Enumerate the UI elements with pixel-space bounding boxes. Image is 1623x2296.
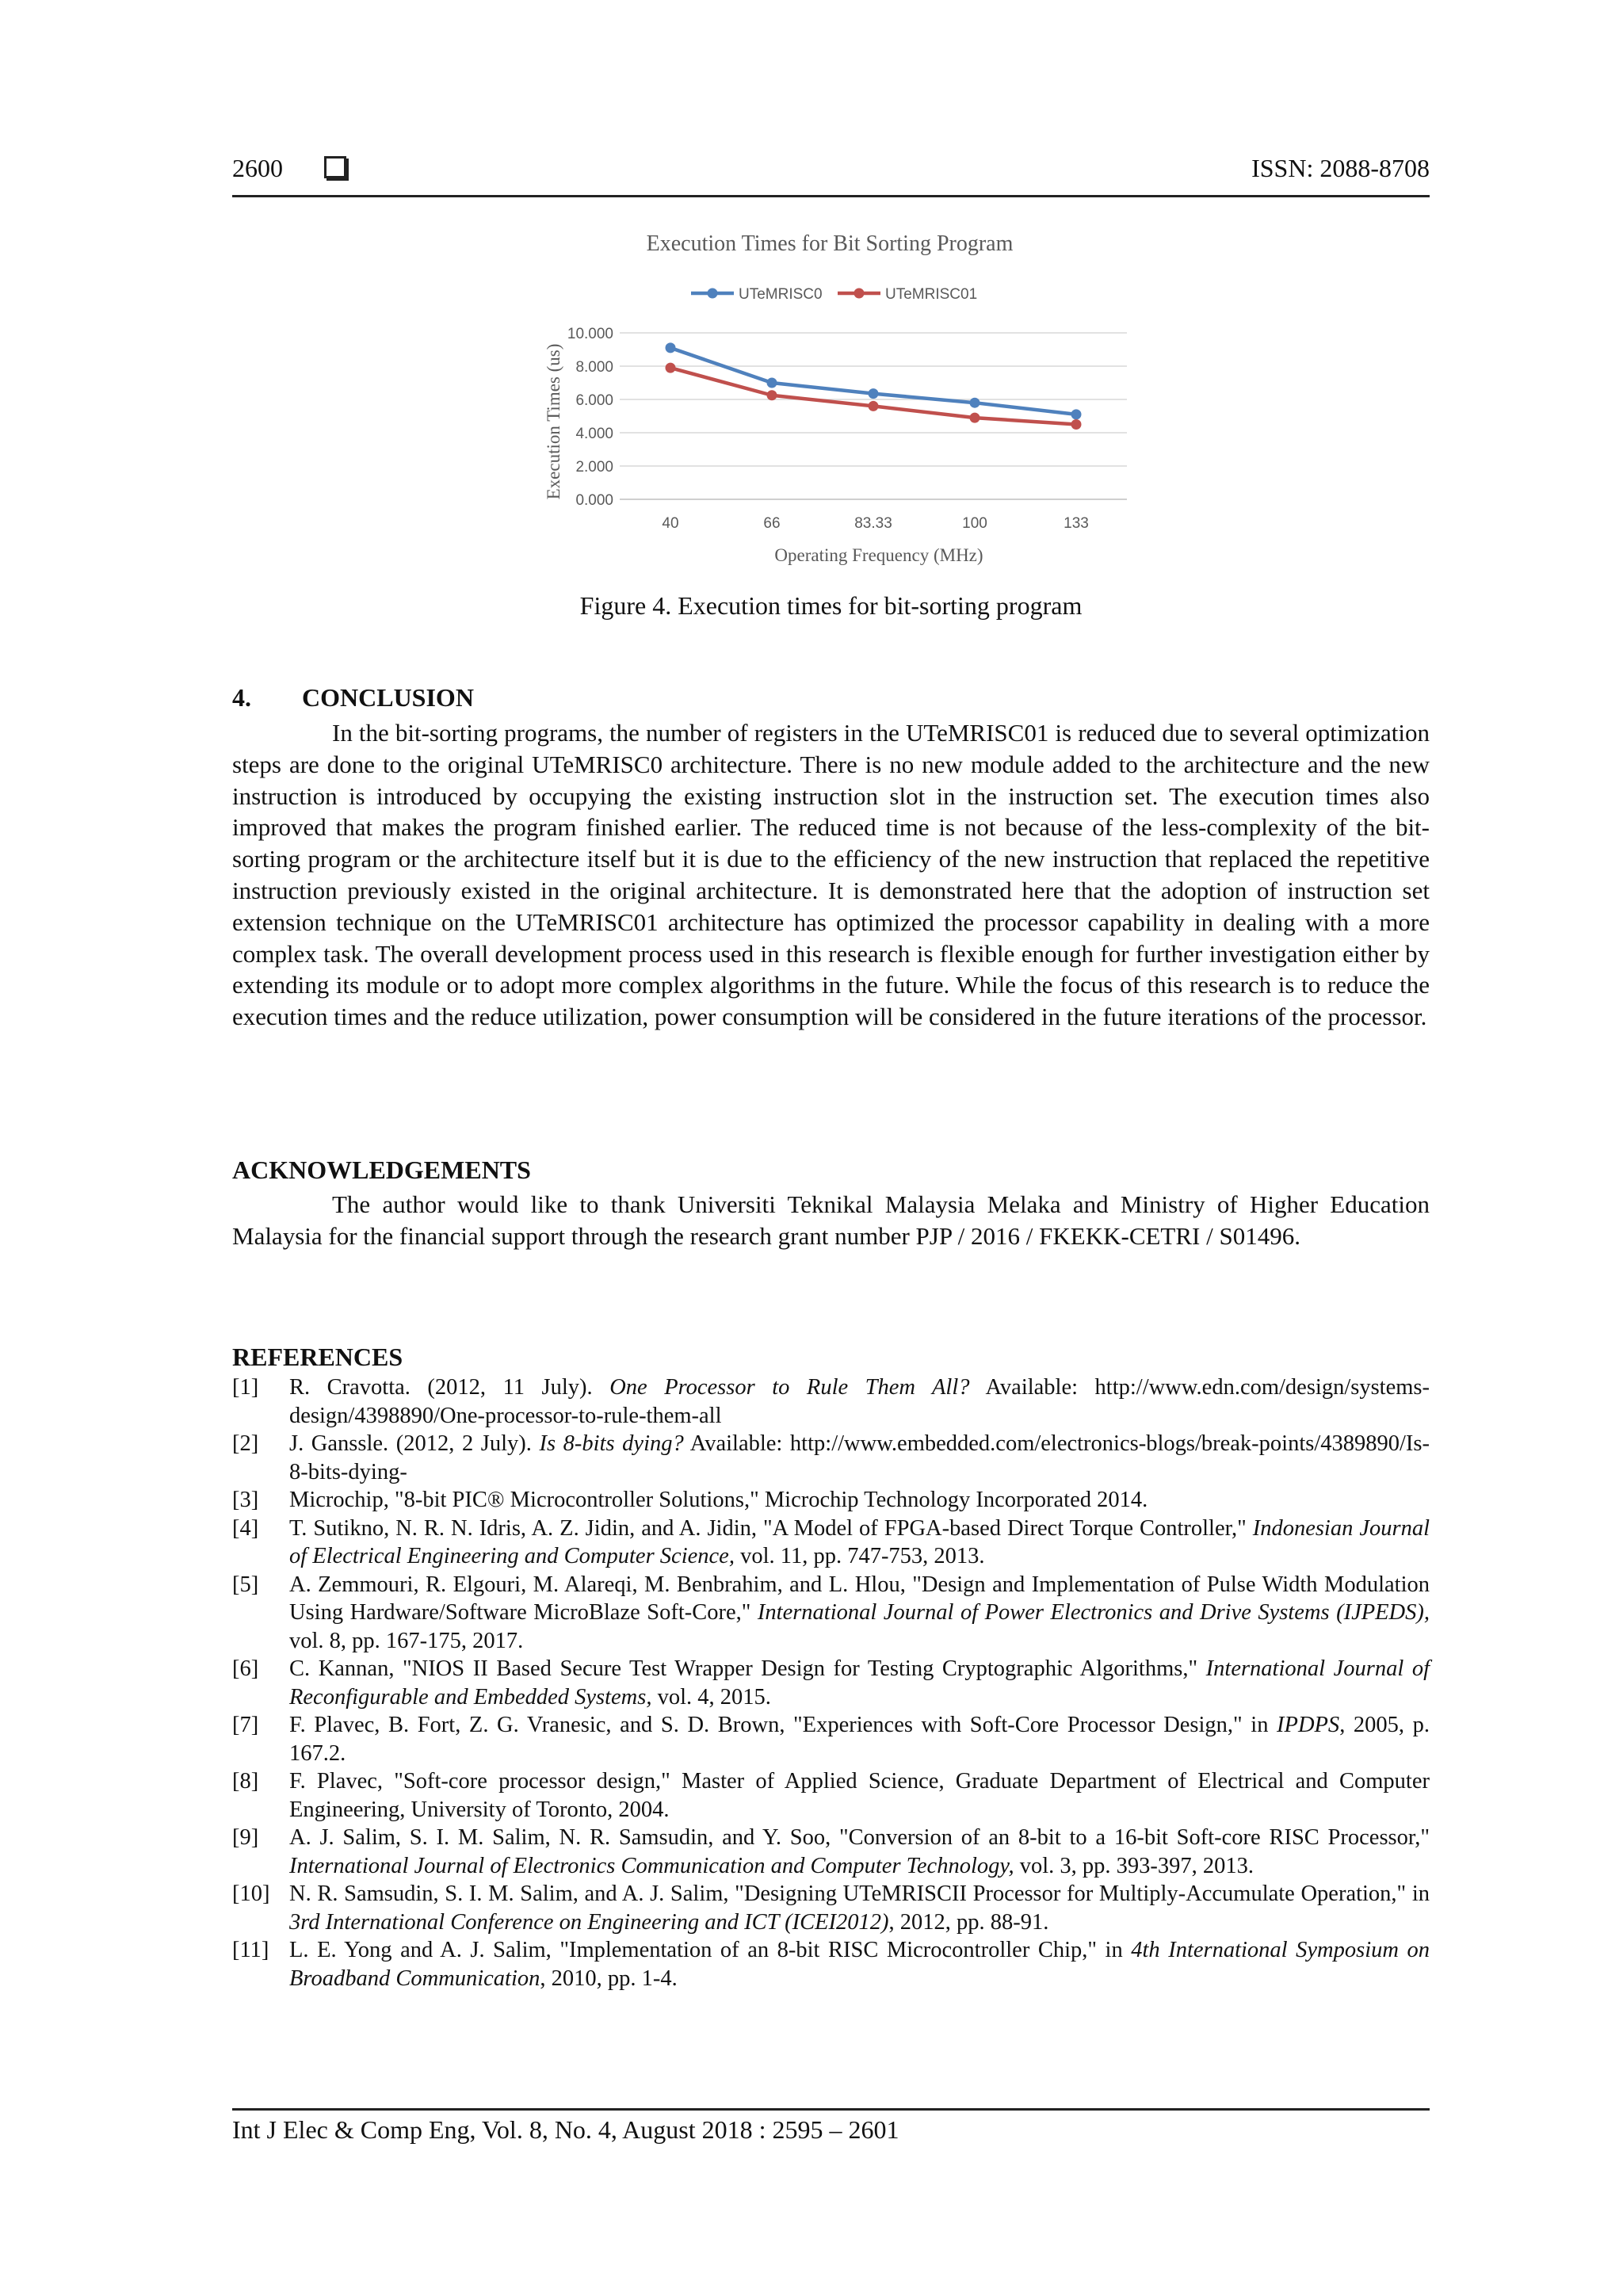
reference-text: A. J. Salim, S. I. M. Salim, N. R. Samsudin, and Y. Soo, "Conversion of an 8-bit to a 16-bit Soft-core RISC Processor," [289,1825,1430,1850]
reference-details: Available: http://www.embedded.com/electronics-blogs/break-points/4389890/Is-8-bits-dying- [289,1431,1430,1484]
legend-marker [854,288,865,299]
reference-details: , 2012, pp. 88-91. [888,1909,1049,1935]
y-tick-label: 2.000 [575,459,613,476]
data-point [1071,409,1082,419]
journal-citation: Int J Elec & Comp Eng, Vol. 8, No. 4, August 2018 : 2595 – 2601 [232,2115,899,2144]
reference-number: [1] [232,1375,259,1400]
reference-source: Indonesian Journal of Electrical Engineering and Computer Science, [289,1515,1430,1568]
reference-text: R. Cravotta. (2012, 11 July). [289,1375,610,1400]
x-axis-ticks [662,515,1088,532]
reference-item [232,1486,1430,1515]
legend-label: UTeMRISC01 [885,286,978,303]
reference-item [232,1515,1430,1571]
reference-source: IPDPS [1277,1713,1340,1737]
x-tick-label: 83.33 [854,515,892,532]
x-tick-label: 133 [1064,515,1089,532]
data-point [970,413,980,423]
y-tick-label: 4.000 [575,426,613,442]
data-point [970,398,980,408]
x-tick-label: 66 [763,515,781,532]
reference-details: Available: http://www.edn.com/design/systems-design/4398890/One-processor-to-rule-them-all [289,1375,1430,1428]
reference-text: F. Plavec, B. Fort, Z. G. Vranesic, and S. D. Brown, "Experiences with Soft-Core Processor Design," in [289,1713,1277,1737]
data-point [666,342,676,353]
reference-number: [10] [232,1881,270,1906]
reference-item [232,1373,1430,1430]
conclusion-paragraph: In the bit-sorting programs, the number of registers in the UTeMRISC01 is reduced due to several optimization steps are done to the original UTeMRISC0 architecture. There is no new module added to the architecture and the new instruction is introduced by occupying the existing instruction slot in the instruction set. The execution times also improved that makes the program finished earlier. The reduced time is not because of the less-complexity of the bit-sorting program or the architecture itself but it is due to the efficiency of the new instruction that replaced the repetitive instruction previously existed in the original architecture. It is demonstrated here that the adoption of instruction set extension technique on the UTeMRISC01 architecture has optimized the processor capability in dealing with a more complex task. The overall development process used in this research is flexible enough for further investigation either by extending its module or to adopt more complex algorithms in the future. While the focus of this research is to reduce the execution times and the reduce utilization, power consumption will be considered in the future iterations of the processor. [232,719,1430,1031]
reference-details: , 2010, pp. 1-4. [540,1966,678,1991]
reference-number: [11] [232,1938,269,1962]
reference-details: vol. 11, pp. 747-753, 2013. [734,1544,985,1568]
x-axis-label: Operating Frequency (MHz) [774,545,983,565]
page-footer [232,2108,1430,2145]
figure-caption: Figure 4. Execution times for bit-sorting program [579,591,1083,620]
reference-text: Microchip, "8-bit PIC® Microcontroller Solutions," Microchip Technology Incorporated 2014. [289,1488,1148,1512]
acknowledgements-paragraph: The author would like to thank Universiti Teknikal Malaysia Melaka and Ministry of Higher Education Malaysia for the financial support through the research grant number PJP / 2016 / FKEKK-CETRI / S01496. [232,1190,1430,1250]
reference-source: International Journal of Reconfigurable and Embedded Systems, [289,1656,1430,1710]
reference-item [232,1655,1430,1711]
reference-source: International Journal of Power Electronics and Drive Systems (IJPEDS), [757,1600,1430,1625]
reference-number: [6] [232,1656,259,1681]
y-tick-label: 6.000 [575,392,613,409]
chart-title: Execution Times for Bit Sorting Program [646,231,1014,256]
chart-series [666,342,1082,430]
reference-item [232,1880,1430,1936]
reference-number: [9] [232,1825,259,1850]
reference-details: vol. 4, 2015. [651,1684,771,1710]
reference-number: [4] [232,1515,259,1541]
y-axis-label: Execution Times (us) [544,343,563,500]
reference-item [232,1824,1430,1880]
reference-item [232,1711,1430,1767]
chart-canvas [533,227,1135,575]
reference-text: T. Sutikno, N. R. N. Idris, A. Z. Jidin, and A. Jidin, "A Model of FPGA-based Direct Torque Controller," [289,1515,1253,1541]
conclusion-body [232,717,1430,1033]
issn-label: ISSN: 2088-8708 [1251,154,1430,182]
reference-number: [2] [232,1431,259,1456]
reference-source: 4th International Symposium on Broadband Communication [289,1938,1430,1991]
page-number: 2600 [232,154,283,182]
legend-label: UTeMRISC0 [739,286,823,303]
reference-number: [3] [232,1488,259,1512]
reference-source: One Processor to Rule Them All? [609,1375,970,1400]
reference-item [232,1430,1430,1486]
references-heading: REFERENCES [232,1343,403,1371]
reference-item [232,1571,1430,1656]
execution-times-chart [533,227,1135,575]
y-tick-label: 10.000 [567,326,613,342]
reference-text: A. Zemmouri, R. Elgouri, M. Alareqi, M. Benbrahim, and L. Hlou, "Design and Implementation of Pulse Width Modulation Using Hardware/Software MicroBlaze Soft-Core," [289,1572,1430,1625]
data-point [666,363,676,373]
square-bullet-icon [324,156,346,178]
data-point [1071,419,1082,430]
reference-number: [7] [232,1713,259,1737]
y-tick-label: 0.000 [575,492,613,509]
reference-source: 3rd International Conference on Engineering and ICT (ICEI2012) [289,1909,889,1935]
data-point [869,388,879,399]
reference-list [232,1373,1430,1992]
reference-number: [5] [232,1572,259,1597]
reference-text: L. E. Yong and A. J. Salim, "Implementation of an 8-bit RISC Microcontroller Chip," in [289,1938,1132,1962]
reference-details: vol. 3, pp. 393-397, 2013. [1014,1853,1254,1878]
x-tick-label: 40 [662,515,679,532]
y-axis-ticks [567,326,613,509]
reference-text: N. R. Samsudin, S. I. M. Salim, and A. J. Salim, "Designing UTeMRISCII Processor for Multiply-Accumulate Operation," in [289,1881,1430,1906]
y-tick-label: 8.000 [575,359,613,376]
x-tick-label: 100 [962,515,987,532]
chart-legend [691,286,977,303]
reference-text: F. Plavec, "Soft-core processor design," Master of Applied Science, Graduate Department of Electrical and Computer Engineering, University of Toronto, 2004. [289,1769,1430,1822]
reference-text: C. Kannan, "NIOS II Based Secure Test Wrapper Design for Testing Cryptographic Algorithms," [289,1656,1206,1681]
reference-details: , 2005, p. 167.2. [289,1713,1430,1766]
data-point [767,378,777,388]
data-point [869,401,879,411]
page-header [232,154,1430,197]
reference-source: Is 8-bits dying? [539,1431,684,1456]
conclusion-heading: 4. CONCLUSION [232,683,474,712]
legend-marker [708,288,718,299]
reference-item [232,1767,1430,1824]
reference-source: International Journal of Electronics Communication and Computer Technology, [289,1853,1014,1878]
reference-number: [8] [232,1769,259,1794]
reference-item [232,1936,1430,1992]
acknowledgements-body [232,1189,1430,1252]
reference-details: vol. 8, pp. 167-175, 2017. [289,1628,524,1653]
data-point [767,390,777,400]
acknowledgements-heading: ACKNOWLEDGEMENTS [232,1156,531,1184]
reference-text: J. Ganssle. (2012, 2 July). [289,1431,540,1456]
